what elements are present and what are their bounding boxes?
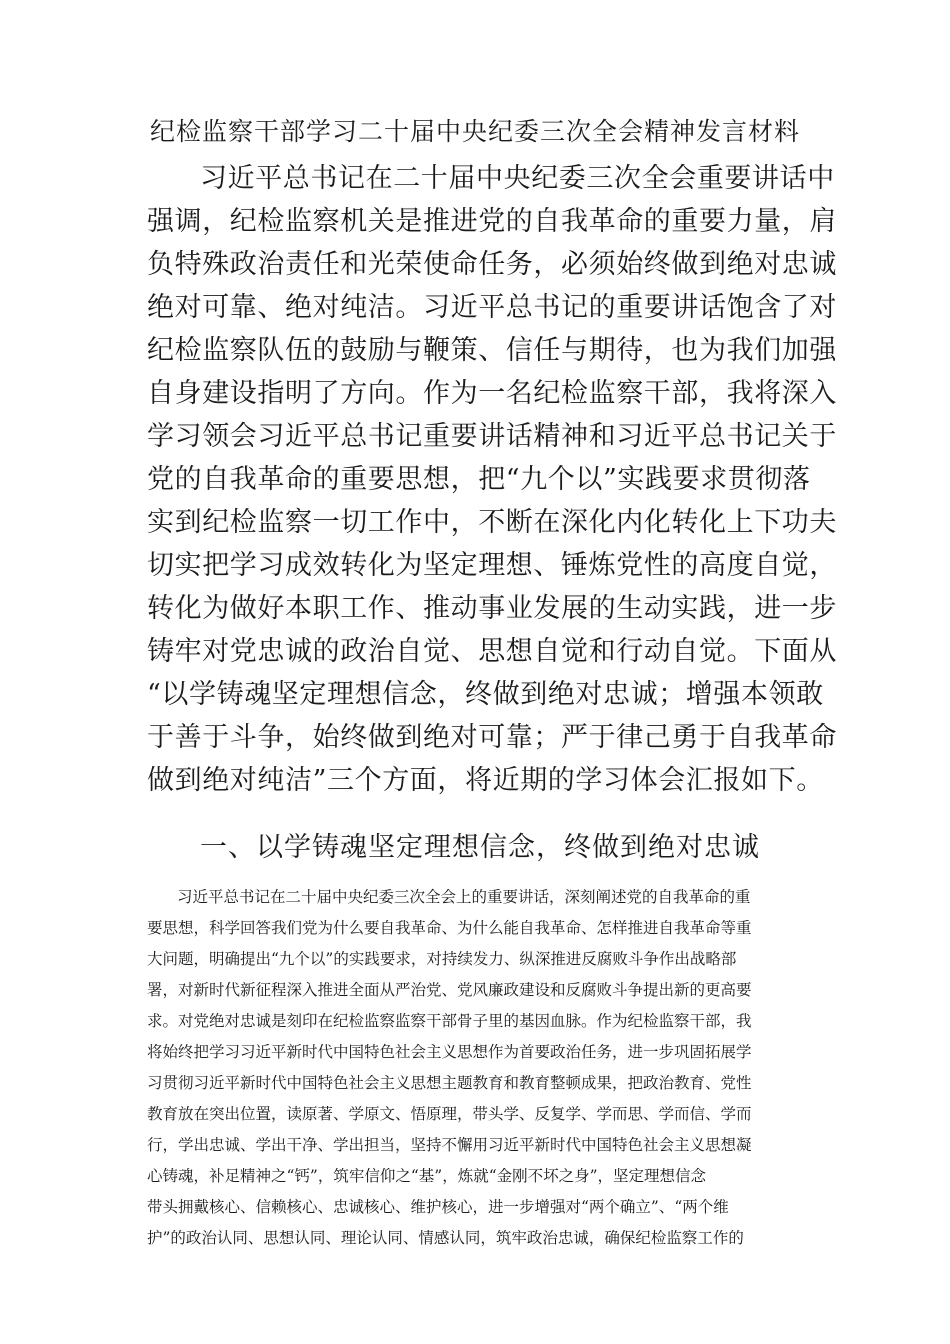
section-1-paragraph (147, 882, 807, 1254)
section-1-heading: 一、以学铸魂坚定理想信念，终做到绝对忠诚 (200, 832, 760, 863)
body-line: 习近平总书记在二十届中央纪委三次全会上的重要讲话，深刻阐述党的自我革命的重 (177, 888, 751, 906)
body-line: 要思想，科学回答我们党为什么要自我革命、为什么能自我革命、怎样推进自我革命等重 (147, 919, 752, 937)
intro-line: 实到纪检监察一切工作中，不断在深化内化转化上下功夫 (147, 507, 837, 538)
body-line: 求。对党绝对忠诚是刻印在纪检监察监察干部骨子里的基因血脉。作为纪检监察干部，我 (147, 1012, 752, 1030)
intro-line: 党的自我革命的重要思想，把“九个以”实践要求贯彻落 (147, 464, 811, 495)
body-line: 大问题，明确提出“九个以”的实践要求，对持续发力、纵深推进反腐败斗争作出战略部 (147, 950, 737, 968)
intro-line: 铸牢对党忠诚的政治自觉、思想自觉和行动自觉。下面从 (147, 636, 837, 667)
body-line: 行，学出忠诚、学出干净、学出担当，坚持不懈用习近平新时代中国特色社会主义思想凝 (147, 1136, 752, 1154)
body-line: 习贯彻习近平新时代中国特色社会主义思想主题教育和教育整顿成果，把政治教育、党性 (147, 1074, 752, 1092)
body-line: 将始终把学习习近平新时代中国特色社会主义思想作为首要政治任务，进一步巩固拓展学 (147, 1043, 752, 1061)
body-line: 心铸魂，补足精神之“钙”，筑牢信仰之“基”，炼就“金刚不坏之身”，坚定理想信念 (147, 1167, 707, 1185)
intro-line: 切实把学习成效转化为坚定理想、锤炼党性的高度自觉， (147, 550, 837, 581)
intro-line: 自身建设指明了方向。作为一名纪检监察干部，我将深入 (147, 378, 837, 409)
intro-line: 于善于斗争，始终做到绝对可靠；严于律己勇于自我革命 (147, 722, 837, 753)
intro-line: 习近平总书记在二十届中央纪委三次全会重要讲话中 (200, 163, 835, 194)
intro-line: 做到绝对纯洁”三个方面，将近期的学习体会汇报如下。 (147, 765, 824, 796)
intro-line: 学习领会习近平总书记重要讲话精神和习近平总书记关于 (147, 421, 837, 452)
document-title: 纪检监察干部学习二十届中央纪委三次全会精神发言材料 (149, 117, 800, 146)
intro-line: 强调，纪检监察机关是推进党的自我革命的重要力量，肩 (147, 206, 837, 237)
intro-line: 绝对可靠、绝对纯洁。习近平总书记的重要讲话饱含了对 (147, 292, 837, 323)
intro-line: 纪检监察队伍的鼓励与鞭策、信任与期待，也为我们加强 (147, 335, 837, 366)
intro-line: 负特殊政治责任和光荣使命任务，必须始终做到绝对忠诚 (147, 249, 837, 280)
intro-paragraph (147, 157, 837, 802)
body-line: 署，对新时代新征程深入推进全面从严治党、党风廉政建设和反腐败斗争提出新的更高要 (147, 981, 752, 999)
body-line: 教育放在突出位置，读原著、学原文、悟原理，带头学、反复学、学而思、学而信、学而 (147, 1105, 752, 1123)
body-line: 护”的政治认同、思想认同、理论认同、情感认同，筑牢政治忠诚，确保纪检监察工作的 (147, 1229, 744, 1247)
intro-line: 转化为做好本职工作、推动事业发展的生动实践，进一步 (147, 593, 837, 624)
intro-line: “以学铸魂坚定理想信念，终做到绝对忠诚；增强本领敢 (147, 679, 824, 710)
body-line: 带头拥戴核心、信赖核心、忠诚核心、维护核心，进一步增强对“两个确立”、“两个维 (147, 1198, 729, 1216)
